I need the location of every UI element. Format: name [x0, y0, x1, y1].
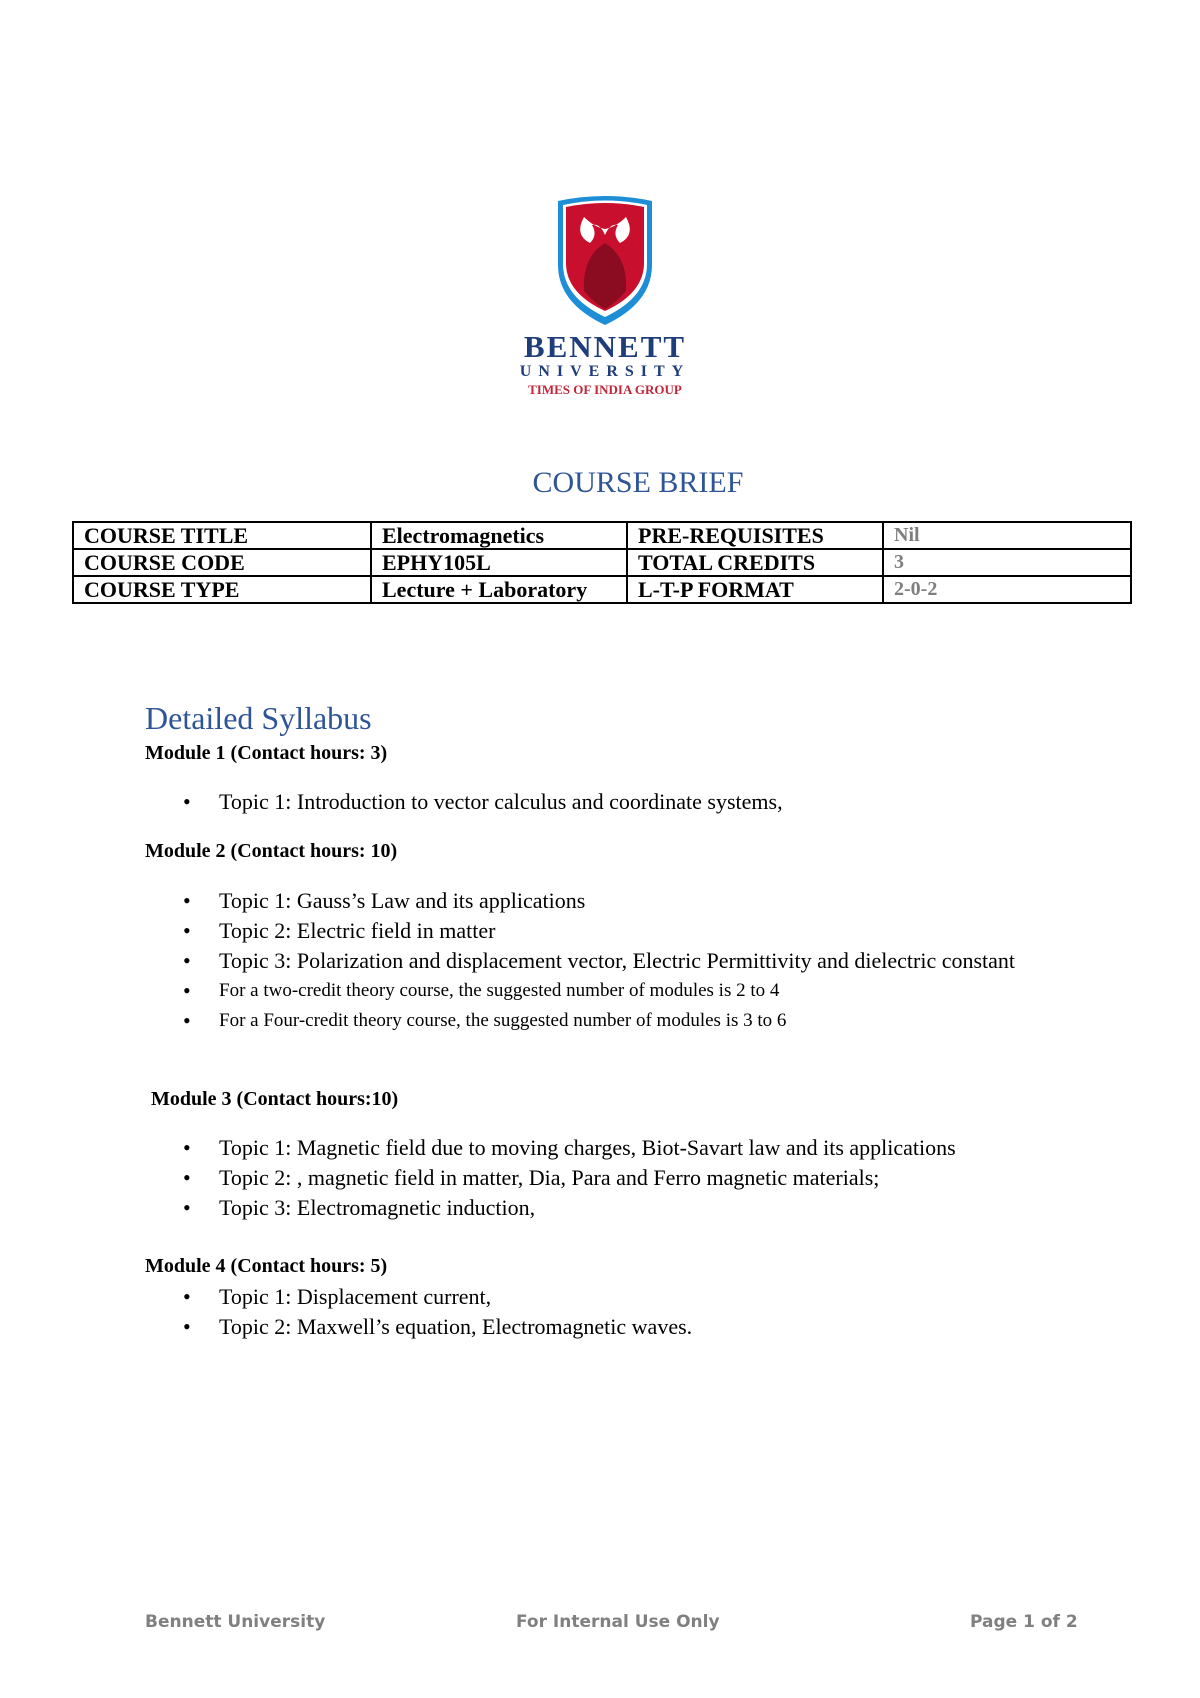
list-item: • Topic 1: Introduction to vector calculus and coordinate systems,: [145, 787, 783, 817]
list-item: • Topic 2: Electric field in matter: [145, 916, 1045, 946]
footer-left: Bennett University: [145, 1612, 326, 1632]
table-cell: 3: [883, 549, 1131, 576]
shield-crest-icon: [554, 195, 656, 327]
list-item: • For a Four-credit theory course, the suggested number of modules is 3 to 6: [145, 1006, 1045, 1036]
page-title: COURSE BRIEF: [532, 466, 744, 499]
table-cell: COURSE TITLE: [73, 522, 371, 549]
module-heading: Module 2 (Contact hours: 10): [145, 840, 398, 862]
table-row: [73, 576, 1131, 603]
table-cell: COURSE CODE: [73, 549, 371, 576]
table-cell: COURSE TYPE: [73, 576, 371, 603]
module-topic-list: [145, 787, 783, 817]
logo-university: UNIVERSITY: [519, 363, 691, 380]
footer-page-number: Page 1 of 2: [970, 1612, 1078, 1632]
list-item: • Topic 1: Displacement current,: [145, 1282, 692, 1312]
module-topic-list: [145, 1133, 956, 1223]
logo-group: TIMES OF INDIA GROUP: [528, 382, 682, 397]
list-item: • Topic 1: Magnetic field due to moving charges, Biot-Savart law and its applications: [145, 1133, 956, 1163]
table-row: [73, 522, 1131, 549]
list-item: • Topic 3: Polarization and displacement vector, Electric Permittivity and dielectric constant: [145, 946, 1045, 976]
table-cell: PRE-REQUISITES: [627, 522, 883, 549]
table-cell: Nil: [883, 522, 1131, 549]
module-heading: Module 3 (Contact hours:10): [151, 1088, 399, 1110]
table-cell: L-T-P FORMAT: [627, 576, 883, 603]
module-heading: Module 4 (Contact hours: 5): [145, 1255, 388, 1277]
footer-center: For Internal Use Only: [516, 1612, 720, 1632]
module-topic-list: [145, 886, 1045, 1036]
module-heading: Module 1 (Contact hours: 3): [145, 742, 388, 764]
list-item: • Topic 2: Maxwell’s equation, Electromagnetic waves.: [145, 1312, 692, 1342]
module-topic-list: [145, 1282, 692, 1342]
list-item: • Topic 3: Electromagnetic induction,: [145, 1193, 956, 1223]
table-cell: Lecture + Laboratory: [371, 576, 627, 603]
table-cell: 2-0-2: [883, 576, 1131, 603]
table-cell: EPHY105L: [371, 549, 627, 576]
table-row: [73, 549, 1131, 576]
table-cell: Electromagnetics: [371, 522, 627, 549]
list-item: • Topic 2: , magnetic field in matter, Dia, Para and Ferro magnetic materials;: [145, 1163, 956, 1193]
table-cell: TOTAL CREDITS: [627, 549, 883, 576]
syllabus-title: Detailed Syllabus: [145, 700, 372, 736]
logo-name: BENNETT: [523, 329, 687, 364]
course-brief-table: [72, 521, 1132, 604]
list-item: • For a two-credit theory course, the suggested number of modules is 2 to 4: [145, 976, 1045, 1006]
list-item: • Topic 1: Gauss’s Law and its applications: [145, 886, 1045, 916]
university-logo: [500, 195, 710, 399]
